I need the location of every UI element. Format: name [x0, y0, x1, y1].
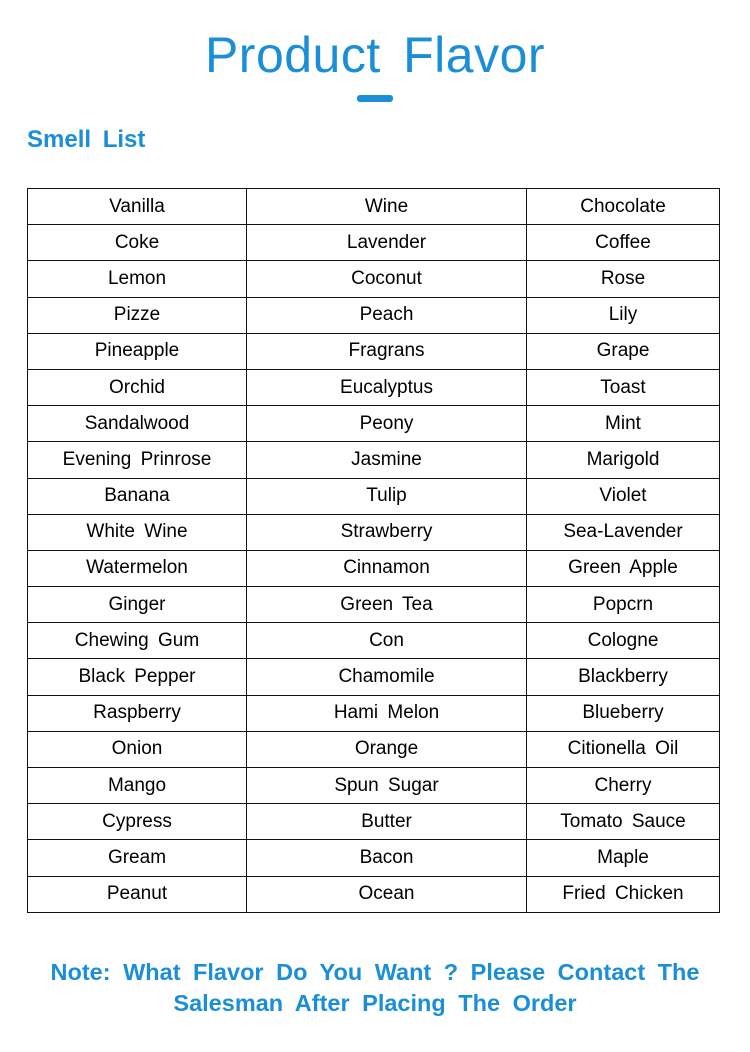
table-row: [28, 333, 720, 369]
table-cell: Grape: [527, 333, 720, 369]
table-row: [28, 587, 720, 623]
table-cell: Ocean: [247, 876, 527, 912]
table-row: [28, 623, 720, 659]
table-cell: Strawberry: [247, 514, 527, 550]
table-cell: Orchid: [28, 369, 247, 405]
table-cell: Watermelon: [28, 550, 247, 586]
table-cell: Jasmine: [247, 442, 527, 478]
footer-note-line-2: Salesman After Placing The Order: [173, 990, 577, 1016]
table-cell: Peanut: [28, 876, 247, 912]
table-cell: Rose: [527, 261, 720, 297]
table-cell: Bacon: [247, 840, 527, 876]
table-cell: Gream: [28, 840, 247, 876]
table-row: [28, 225, 720, 261]
table-cell: Raspberry: [28, 695, 247, 731]
table-row: [28, 478, 720, 514]
table-cell: Spun Sugar: [247, 768, 527, 804]
table-cell: Lily: [527, 297, 720, 333]
table-cell: Violet: [527, 478, 720, 514]
table-cell: Banana: [28, 478, 247, 514]
footer-note: [30, 957, 720, 1019]
table-cell: Coconut: [247, 261, 527, 297]
table-cell: Fragrans: [247, 333, 527, 369]
table-cell: Chamomile: [247, 659, 527, 695]
table-cell: Pineapple: [28, 333, 247, 369]
table-row: [28, 261, 720, 297]
table-cell: Evening Prinrose: [28, 442, 247, 478]
table-row: [28, 406, 720, 442]
table-cell: Peony: [247, 406, 527, 442]
table-cell: Coffee: [527, 225, 720, 261]
table-cell: Blueberry: [527, 695, 720, 731]
table-cell: Cologne: [527, 623, 720, 659]
table-cell: Blackberry: [527, 659, 720, 695]
table-cell: Peach: [247, 297, 527, 333]
table-row: [28, 514, 720, 550]
table-cell: Tulip: [247, 478, 527, 514]
table-cell: Butter: [247, 804, 527, 840]
footer-note-line-1: Note: What Flavor Do You Want ? Please Contact The: [50, 959, 700, 985]
table-row: [28, 731, 720, 767]
table-row: [28, 768, 720, 804]
table-cell: Onion: [28, 731, 247, 767]
table-row: [28, 695, 720, 731]
table-cell: Con: [247, 623, 527, 659]
table-cell: Coke: [28, 225, 247, 261]
flavor-table-body: [28, 189, 720, 913]
page-title: Product Flavor: [204, 27, 546, 83]
table-cell: Citionella Oil: [527, 731, 720, 767]
table-cell: Orange: [247, 731, 527, 767]
table-cell: Hami Melon: [247, 695, 527, 731]
table-cell: Vanilla: [28, 189, 247, 225]
table-row: [28, 442, 720, 478]
table-cell: Pizze: [28, 297, 247, 333]
table-row: [28, 369, 720, 405]
table-cell: Chewing Gum: [28, 623, 247, 659]
table-cell: White Wine: [28, 514, 247, 550]
table-row: [28, 189, 720, 225]
table-cell: Black Pepper: [28, 659, 247, 695]
table-cell: Eucalyptus: [247, 369, 527, 405]
table-cell: Sea-Lavender: [527, 514, 720, 550]
table-cell: Green Tea: [247, 587, 527, 623]
table-cell: Popcrn: [527, 587, 720, 623]
table-cell: Ginger: [28, 587, 247, 623]
table-cell: Lemon: [28, 261, 247, 297]
table-row: [28, 550, 720, 586]
table-cell: Lavender: [247, 225, 527, 261]
table-row: [28, 804, 720, 840]
table-cell: Chocolate: [527, 189, 720, 225]
table-cell: Sandalwood: [28, 406, 247, 442]
table-cell: Tomato Sauce: [527, 804, 720, 840]
table-row: [28, 876, 720, 912]
table-row: [28, 840, 720, 876]
table-cell: Cypress: [28, 804, 247, 840]
table-cell: Toast: [527, 369, 720, 405]
table-row: [28, 297, 720, 333]
table-cell: Cinnamon: [247, 550, 527, 586]
table-cell: Wine: [247, 189, 527, 225]
table-cell: Mango: [28, 768, 247, 804]
table-cell: Cherry: [527, 768, 720, 804]
table-row: [28, 659, 720, 695]
section-label: Smell List: [27, 126, 146, 153]
table-cell: Mint: [527, 406, 720, 442]
table-cell: Maple: [527, 840, 720, 876]
flavor-table: [27, 188, 720, 913]
table-cell: Fried Chicken: [527, 876, 720, 912]
table-cell: Green Apple: [527, 550, 720, 586]
title-underline: [357, 95, 393, 102]
table-cell: Marigold: [527, 442, 720, 478]
